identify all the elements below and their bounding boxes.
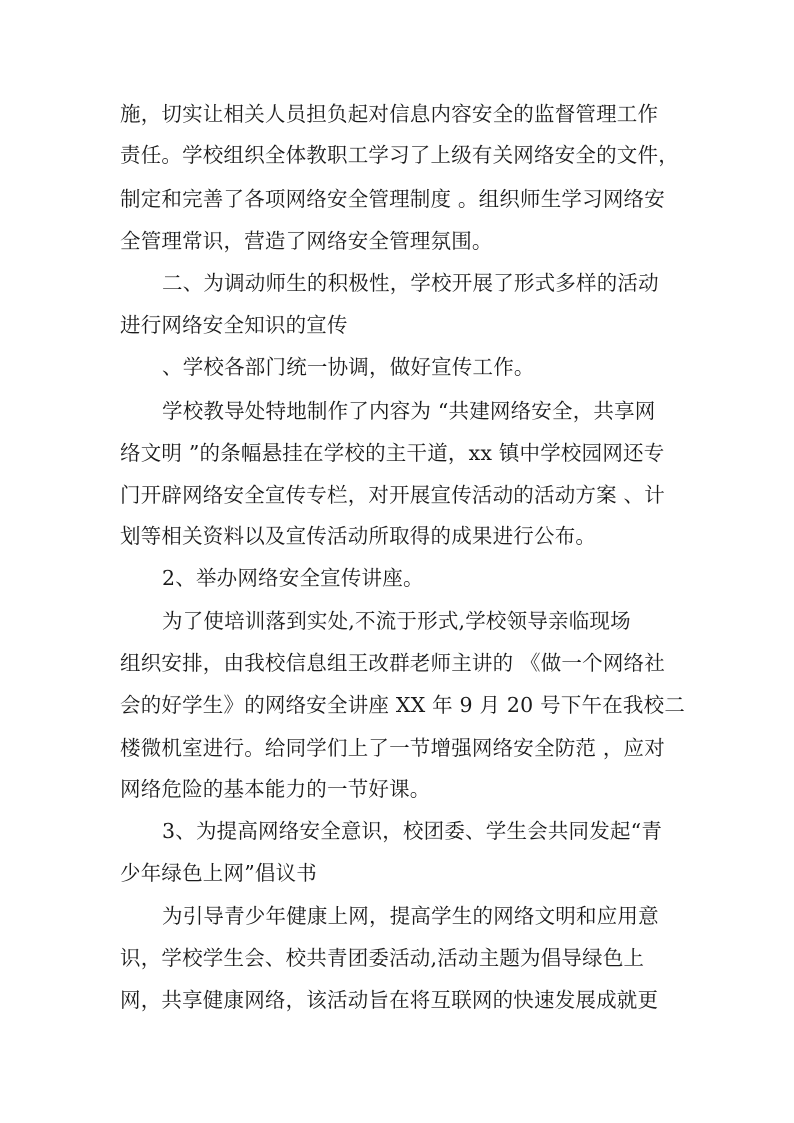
paragraph-line: 识，学校学生会、校共青团委活动,活动主题为倡导绿色上 — [120, 946, 645, 970]
paragraph-line: 为了使培训落到实处,不流于形式,学校领导亲临现场 — [162, 609, 631, 633]
paragraph-line: 为引导青少年健康上网，提高学生的网络文明和应用意 — [162, 904, 659, 928]
paragraph-line: 责任。学校组织全体教职工学习了上级有关网络安全的文件， — [120, 143, 679, 167]
paragraph-line: 组织安排，由我校信息组王改群老师主讲的 《做一个网络社 — [120, 651, 665, 675]
paragraph-line: 施，切实让相关人员担负起对信息内容安全的监督管理工作 — [120, 102, 659, 126]
paragraph-line: 楼微机室进行。给同学们上了一节增强网络安全防范 ，应对 — [120, 736, 665, 760]
section-heading: 进行网络安全知识的宣传 — [120, 313, 348, 337]
paragraph-line: 制定和完善了各项网络安全管理制度 。组织师生学习网络安 — [120, 187, 665, 211]
subsection-heading: 少年绿色上网”倡议书 — [120, 861, 317, 885]
paragraph-line: 学校教导处特地制作了内容为 “共建网络安全，共享网 — [162, 399, 656, 423]
paragraph-line: 门开辟网络安全宣传专栏，对开展宣传活动的活动方案 、计 — [120, 483, 665, 507]
paragraph-line: 网络危险的基本能力的一节好课。 — [120, 777, 431, 801]
subsection-heading: 3、为提高网络安全意识，校团委、学生会共同发起“青 — [162, 819, 663, 843]
subsection-heading: 、学校各部门统一协调，做好宣传工作。 — [162, 355, 535, 379]
section-heading: 二、为调动师生的积极性，学校开展了形式多样的活动 — [162, 271, 659, 295]
paragraph-line: 络文明 ”的条幅悬挂在学校的主干道，xx 镇中学校园网还专 — [120, 441, 665, 465]
subsection-heading: 2、举办网络安全宣传讲座。 — [162, 566, 424, 590]
paragraph-line: 会的好学生》的网络安全讲座 XX 年 9 月 20 号下午在我校二 — [120, 693, 686, 717]
paragraph-line: 网，共享健康网络，该活动旨在将互联网的快速发展成就更 — [120, 988, 659, 1012]
paragraph-line: 全管理常识，营造了网络安全管理氛围。 — [120, 229, 493, 253]
paragraph-line: 划等相关资料以及宣传活动所取得的成果进行公布。 — [120, 524, 597, 548]
